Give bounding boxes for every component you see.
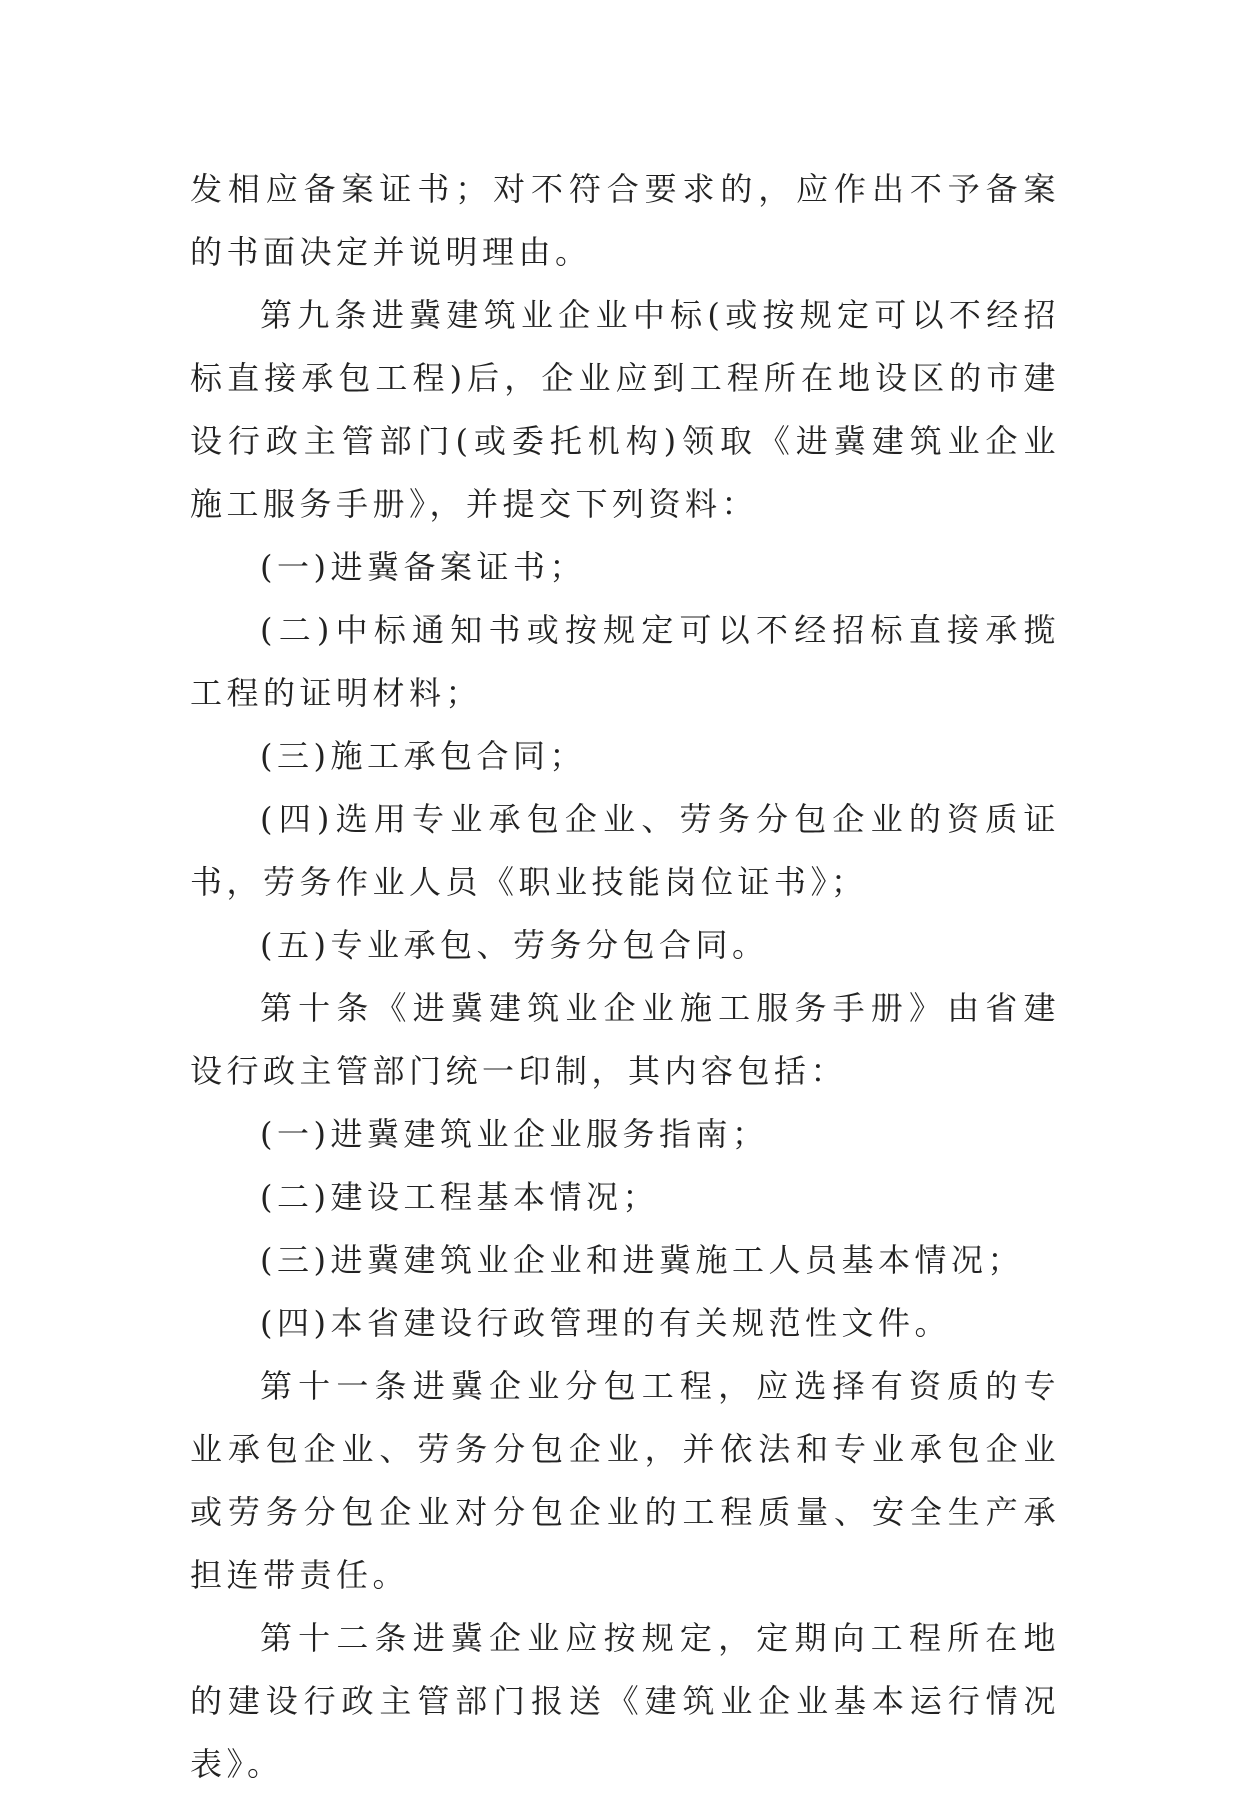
paragraph-article-11: 第十一条进冀企业分包工程，应选择有资质的专业承包企业、劳务分包企业，并依法和专业承包企业或劳务分包企业对分包企业的工程质量、安全生产承担连带责任。 [190,1367,1060,1594]
list-item-9-4: (四)选用专业承包企业、劳务分包企业的资质证书，劳务作业人员《职业技能岗位证书》； [190,800,1060,901]
paragraph-article-10: 第十条《进冀建筑业企业施工服务手册》由省建设行政主管部门统一印制，其内容包括： [190,989,1060,1090]
list-item-10-1: (一)进冀建筑业企业服务指南； [260,1115,769,1153]
paragraph-article-12: 第十二条进冀企业应按规定，定期向工程所在地的建设行政主管部门报送《建筑业企业基本运行情况表》。 [190,1619,1060,1783]
document-body [190,158,1060,1796]
list-item-9-2: (二)中标通知书或按规定可以不经招标直接承揽工程的证明材料； [190,611,1060,712]
list-item-10-2: (二)建设工程基本情况； [260,1178,659,1216]
list-item-10-4: (四)本省建设行政管理的有关规范性文件。 [260,1304,951,1342]
paragraph-continuation: 发相应备案证书；对不符合要求的，应作出不予备案的书面决定并说明理由。 [190,170,1060,271]
list-item-9-1: (一)进冀备案证书； [260,548,586,586]
list-item-9-3: (三)施工承包合同； [260,737,586,775]
list-item-10-3: (三)进冀建筑业企业和进冀施工人员基本情况； [260,1241,1024,1279]
list-item-9-5: (五)专业承包、劳务分包合同。 [260,926,769,964]
paragraph-article-9: 第九条进冀建筑业企业中标(或按规定可以不经招标直接承包工程)后，企业应到工程所在地设区的市建设行政主管部门(或委托机构)领取《进冀建筑业企业施工服务手册》，并提交下列资料： [190,296,1060,523]
